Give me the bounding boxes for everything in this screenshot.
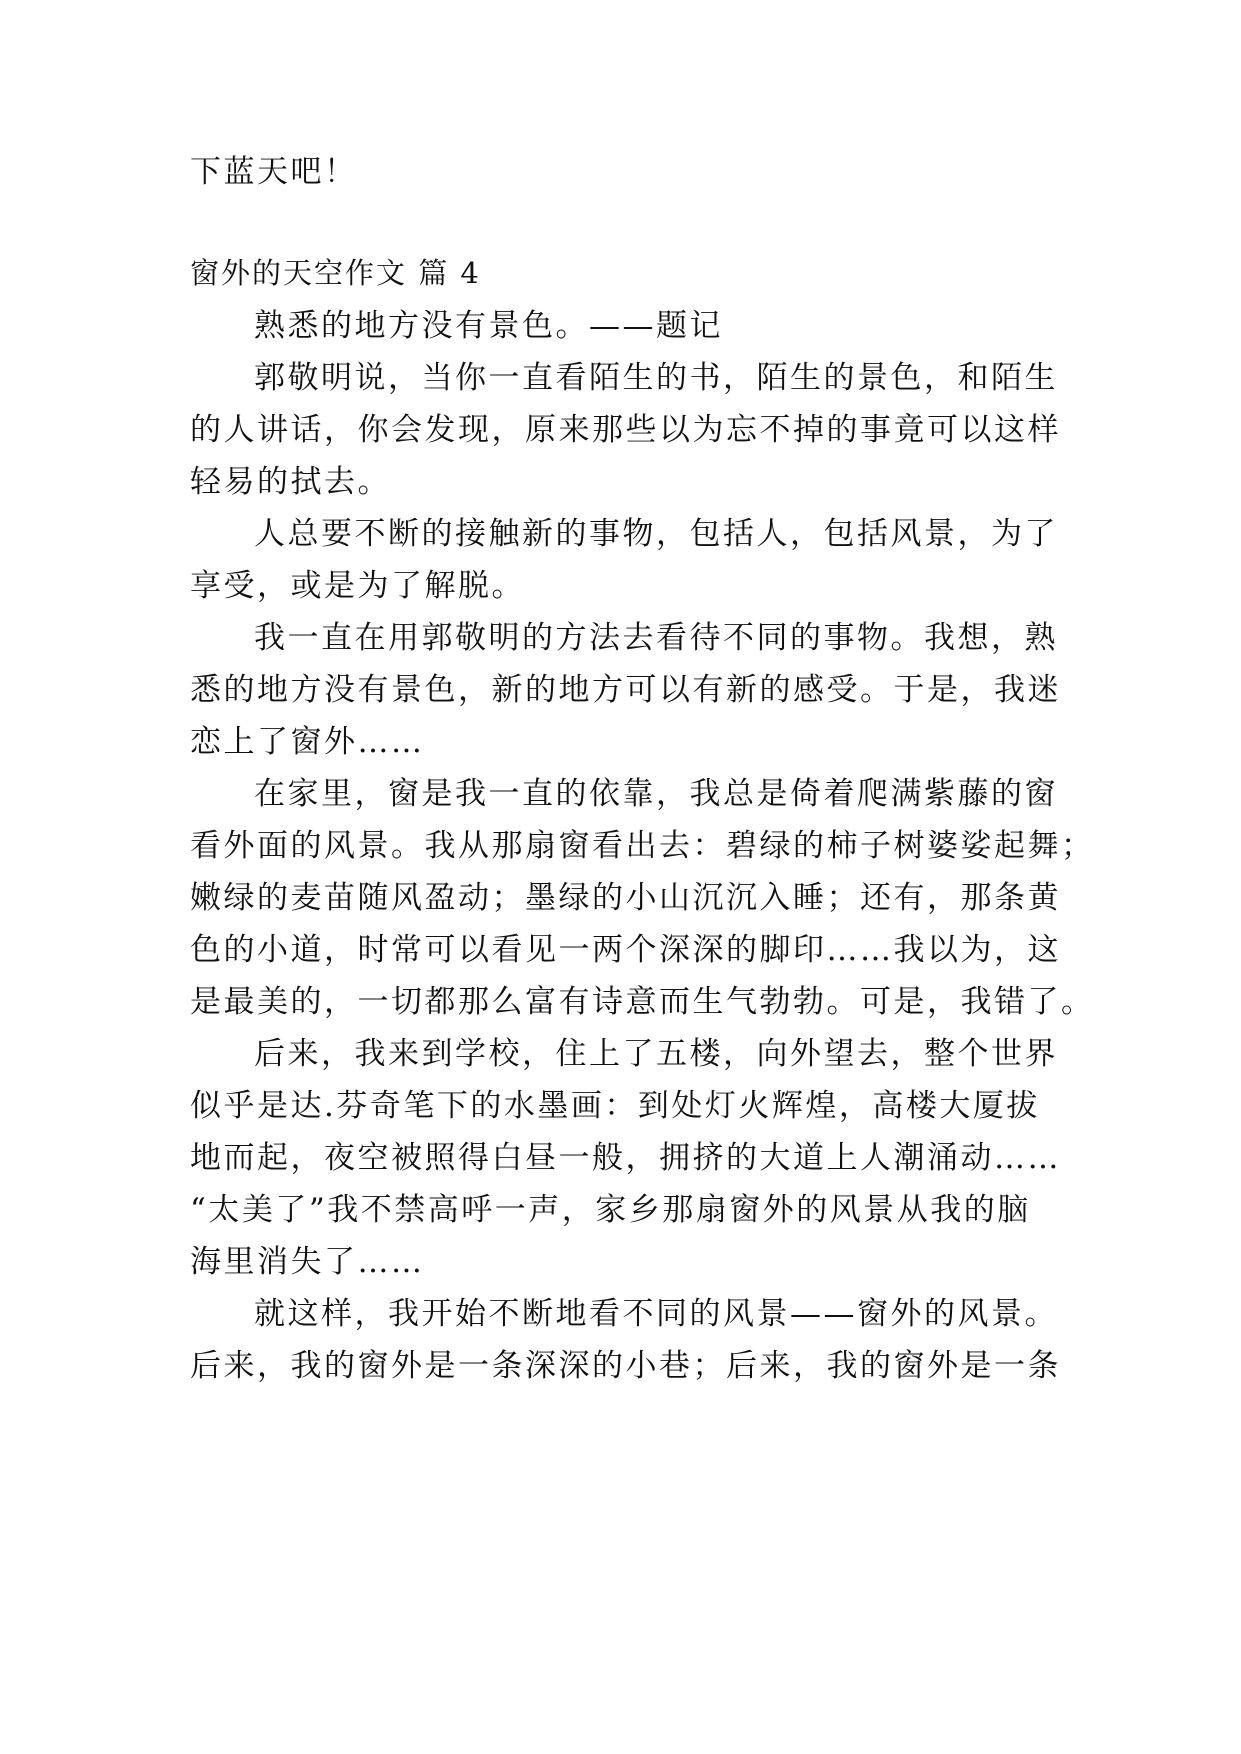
paragraph-line: 的人讲话，你会发现，原来那些以为忘不掉的事竟可以这样	[190, 412, 1061, 448]
paragraph-line: 后来，我的窗外是一条深深的小巷；后来，我的窗外是一条	[190, 1348, 1061, 1384]
paragraph-line: 似乎是达.芬奇笔下的水墨画：到处灯火辉煌，高楼大厦拔	[190, 1088, 1040, 1124]
paragraph-line: 是最美的，一切都那么富有诗意而生气勃勃。可是，我错了。	[190, 984, 1095, 1020]
section-title: 窗外的天空作文 篇 4	[190, 256, 481, 290]
paragraph-line: 人总要不断的接触新的事物，包括人，包括风景，为了	[254, 516, 1058, 552]
paragraph-line: 色的小道，时常可以看见一两个深深的脚印……我以为，这	[190, 932, 1061, 968]
paragraph-line: 看外面的风景。我从那扇窗看出去：碧绿的柿子树婆娑起舞；	[190, 828, 1095, 864]
paragraph-line: 后来，我来到学校，住上了五楼，向外望去，整个世界	[254, 1036, 1058, 1072]
previous-essay-ending: 下蓝天吧！	[190, 154, 358, 190]
paragraph-line: 在家里，窗是我一直的依靠，我总是倚着爬满紫藤的窗	[254, 776, 1058, 812]
paragraph-line: 恋上了窗外……	[190, 724, 425, 760]
paragraph-line: “太美了”我不禁高呼一声，家乡那扇窗外的风景从我的脑	[190, 1192, 1031, 1228]
paragraph-line: 轻易的拭去。	[190, 464, 391, 500]
paragraph-line: 悉的地方没有景色，新的地方可以有新的感受。于是，我迷	[190, 672, 1061, 708]
paragraph-line: 海里消失了……	[190, 1244, 425, 1280]
paragraph-line: 嫩绿的麦苗随风盈动；墨绿的小山沉沉入睡；还有，那条黄	[190, 880, 1061, 916]
paragraph-line: 郭敬明说，当你一直看陌生的书，陌生的景色，和陌生	[254, 360, 1058, 396]
paragraph-line: 地而起，夜空被照得白昼一般，拥挤的大道上人潮涌动……	[190, 1140, 1061, 1176]
paragraph-line: 享受，或是为了解脱。	[190, 568, 525, 604]
paragraph-line: 我一直在用郭敬明的方法去看待不同的事物。我想，熟	[254, 620, 1058, 656]
paragraph-line: 就这样，我开始不断地看不同的风景——窗外的风景。	[254, 1296, 1058, 1332]
epigraph-line: 熟悉的地方没有景色。——题记	[254, 308, 723, 344]
